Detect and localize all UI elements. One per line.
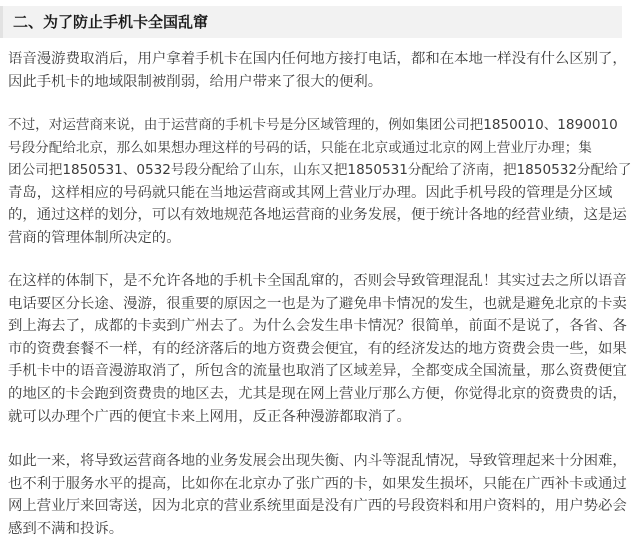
- text-line: 不过，对运营商来说，由于运营商的手机卡号是分区域管理的，例如集团公司把1850010、1890010: [8, 117, 618, 133]
- text-line: 语音漫游费取消后，用户拿着手机卡在国内任何地方接打电话，都和在本地一样没有什么区别了，: [8, 51, 627, 67]
- text-line: 到上海去了，成都的卡卖到广州去了。为什么会发生串卡情况？很简单，前面不是说了，各省、各: [8, 318, 627, 335]
- paragraph: [8, 450, 627, 540]
- text-line: 市的资费套餐不一样，有的经济落后的地方资费会便宜，有的经济发达的地方资费会贵一些，如果: [8, 340, 627, 357]
- text-line: 团公司把1850531、0532号段分配给了山东，山东又把1850531分配给了济南，把1850532分配给了: [8, 162, 632, 179]
- text-line: 感到不满和投诉。: [8, 520, 124, 537]
- text-line: 的，通过这样的划分，可以有效地规范各地运营商的业务发展，便于统计各地的经营业绩，这是运: [8, 207, 627, 224]
- text-line: 就可以办理个广西的便宜卡来上网用，反正各种漫游都取消了。: [8, 408, 411, 425]
- text-line: 也不利于服务水平的提高，比如你在北京办了张广西的卡，如果发生损坏，只能在广西补卡或通过: [8, 475, 627, 492]
- text-line: 电话要区分长途、漫游，很重要的原因之一也是为了避免串卡情况的发生，也就是避免北京的卡卖: [8, 295, 627, 312]
- section-header: [0, 6, 622, 38]
- paragraph: [8, 114, 631, 250]
- text-line: 在这样的体制下，是不允许各地的手机卡全国乱窜的，否则会导致管理混乱！其实过去之所以语音: [8, 273, 627, 289]
- text-line: 的地区的卡会跑到资费贵的地区去，尤其是现在网上营业厅那么方便，你觉得北京的资费贵的话，: [8, 385, 627, 402]
- text-line: 如此一来，将导致运营商各地的业务发展会出现失衡、内斗等混乱情况，导致管理起来十分困难，: [8, 453, 627, 469]
- paragraph: [8, 270, 627, 428]
- text-line: 号段分配给北京，那么如果想办理这样的号码的话，只能在北京或通过北京的网上营业厅办理；集: [8, 139, 592, 156]
- text-line: 青岛，这样相应的号码就只能在当地运营商或其网上营业厅办理。因此手机号段的管理是分区域: [8, 184, 613, 201]
- text-line: 因此手机卡的地域限制被削弱，给用户带来了很大的便利。: [8, 73, 383, 90]
- text-line: 营商的管理体制所决定的。: [8, 229, 181, 246]
- section-title: 二、为了防止手机卡全国乱窜: [13, 13, 209, 31]
- paragraph: [8, 48, 627, 93]
- text-line: 手机卡中的语音漫游取消了，所包含的流量也取消了区域差异，全都变成全国流量，那么资费便宜: [8, 363, 627, 380]
- text-line: 网上营业厅来回寄送，因为北京的营业系统里面是没有广西的号段资料和用户资料的，用户势必会: [8, 498, 627, 515]
